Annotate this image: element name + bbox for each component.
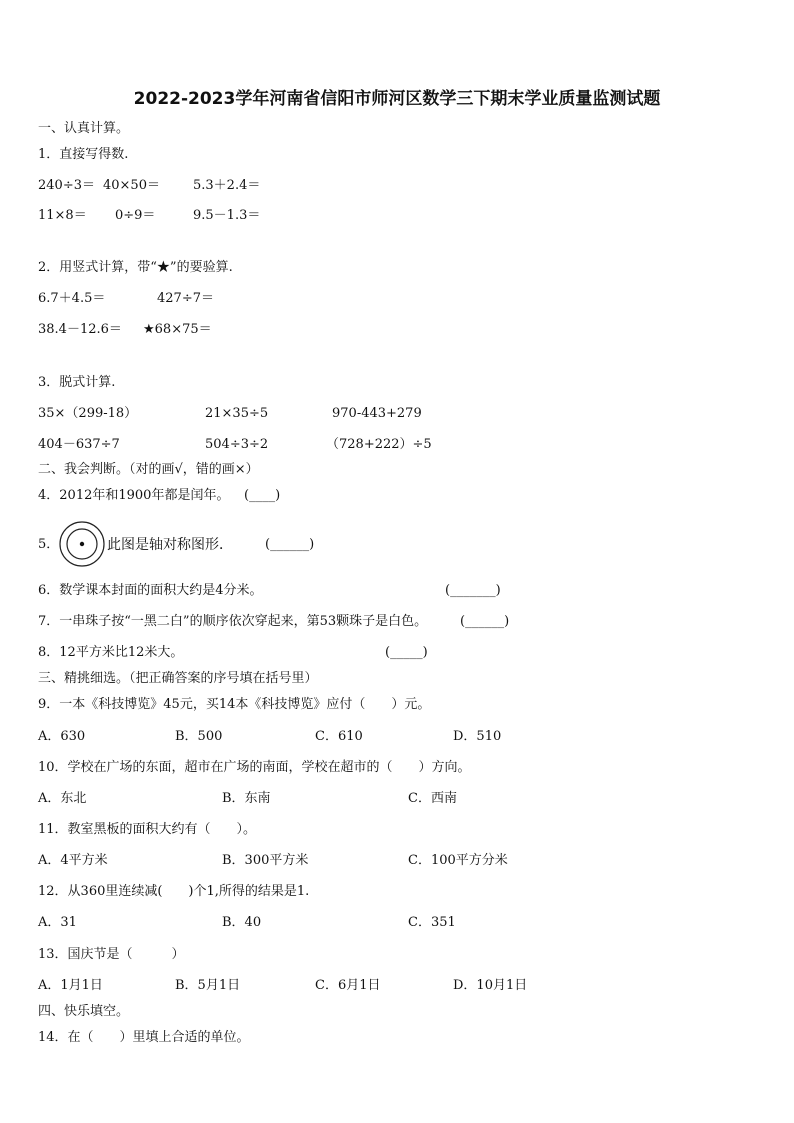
question-13: 13．国庆节是（ ）	[38, 947, 185, 962]
q10-option-b[interactable]: B．东南	[222, 791, 271, 806]
q1-expr: 0÷9＝	[115, 208, 156, 223]
question-6: 6．数学课本封面的面积大约是4分米。	[38, 583, 263, 598]
q11-option-c[interactable]: C．100平方分米	[408, 853, 508, 868]
answer-blank[interactable]: (______)	[265, 537, 315, 552]
q3-expr: 404－637÷7	[38, 437, 120, 452]
q2-expr: 38.4－12.6＝	[38, 322, 122, 337]
q12-option-a[interactable]: A．31	[38, 915, 77, 930]
answer-blank[interactable]: (_______)	[445, 583, 501, 598]
q3-expr: 35×（299-18）	[38, 406, 138, 421]
q13-option-b[interactable]: B．5月1日	[175, 978, 241, 993]
answer-blank[interactable]: (____)	[244, 488, 281, 503]
q3-expr: 504÷3÷2	[205, 437, 269, 452]
question-14: 14．在（ ）里填上合适的单位。	[38, 1030, 250, 1045]
question-3-label: 3．脱式计算.	[38, 375, 116, 390]
answer-blank[interactable]: (______)	[460, 614, 510, 629]
q12-option-c[interactable]: C．351	[408, 915, 456, 930]
question-11: 11．教室黑板的面积大约有（ ）。	[38, 822, 257, 837]
q9-option-b[interactable]: B．500	[175, 729, 223, 744]
q3-expr: 970-443+279	[332, 406, 422, 421]
q2-expr: ★68×75＝	[143, 322, 212, 337]
question-5-number: 5．	[38, 537, 60, 552]
question-10: 10．学校在广场的东面，超市在广场的南面，学校在超市的（ ）方向。	[38, 760, 471, 775]
section-heading-3: 三、精挑细选。（把正确答案的序号填在括号里）	[38, 671, 318, 686]
question-2-label: 2．用竖式计算，带“★”的要验算.	[38, 260, 233, 275]
q2-expr: 6.7＋4.5＝	[38, 291, 106, 306]
q1-expr: 240÷3＝	[38, 178, 95, 193]
q3-expr: 21×35÷5	[205, 406, 269, 421]
q9-option-d[interactable]: D．510	[453, 729, 502, 744]
q13-option-a[interactable]: A．1月1日	[38, 978, 103, 993]
question-4: 4．2012年和1900年都是闰年。	[38, 488, 230, 503]
page-title: 2022-2023学年河南省信阳市师河区数学三下期末学业质量监测试题	[133, 89, 661, 109]
q10-option-c[interactable]: C．西南	[408, 791, 457, 806]
q11-option-a[interactable]: A．4平方米	[38, 853, 108, 868]
q9-option-a[interactable]: A．630	[38, 729, 86, 744]
question-9: 9．一本《科技博览》45元，买14本《科技博览》应付（ ）元。	[38, 697, 431, 712]
q3-expr: （728+222）÷5	[326, 437, 432, 452]
q1-expr: 9.5－1.3＝	[193, 208, 261, 223]
question-12: 12．从360里连续减( )个1,所得的结果是1.	[38, 884, 310, 899]
section-heading-2: 二、我会判断。（对的画√，错的画×）	[38, 462, 259, 477]
q2-expr: 427÷7＝	[157, 291, 214, 306]
q10-option-a[interactable]: A．东北	[38, 791, 87, 806]
q13-option-c[interactable]: C．6月1日	[315, 978, 381, 993]
q13-option-d[interactable]: D．10月1日	[453, 978, 528, 993]
question-7: 7．一串珠子按“一黑二白”的顺序依次穿起来，第53颗珠子是白色。	[38, 614, 428, 629]
q1-expr: 5.3＋2.4＝	[193, 178, 261, 193]
concentric-circles-figure	[58, 520, 106, 568]
q12-option-b[interactable]: B．40	[222, 915, 262, 930]
question-1-label: 1．直接写得数.	[38, 147, 129, 162]
answer-blank[interactable]: (_____)	[385, 645, 428, 660]
section-heading-1: 一、认真计算。	[38, 121, 130, 136]
question-8: 8．12平方米比12米大。	[38, 645, 184, 660]
q1-expr: 11×8＝	[38, 208, 87, 223]
section-heading-4: 四、快乐填空。	[38, 1004, 130, 1019]
q1-expr: 40×50＝	[103, 178, 160, 193]
q11-option-b[interactable]: B．300平方米	[222, 853, 309, 868]
q9-option-c[interactable]: C．610	[315, 729, 363, 744]
question-5: 此图是轴对称图形．	[107, 537, 233, 553]
